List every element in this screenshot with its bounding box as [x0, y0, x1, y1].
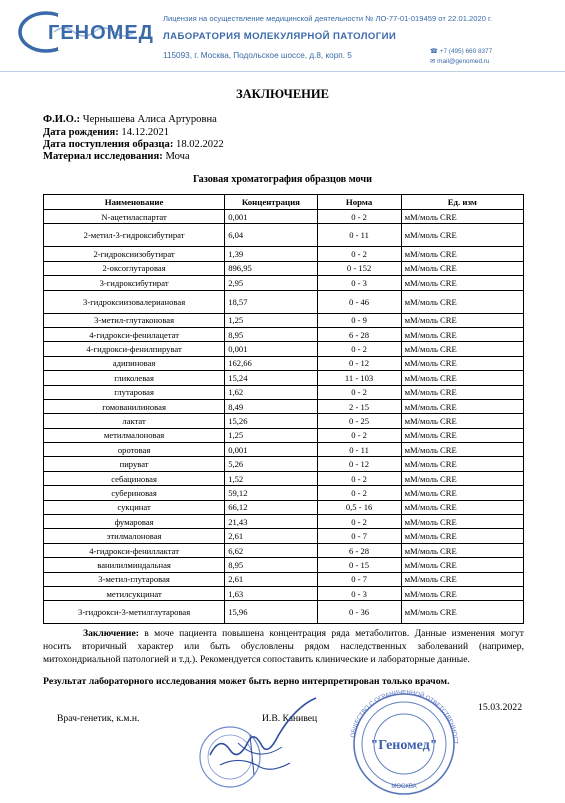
cell-unit: мМ/моль CRE [401, 471, 523, 485]
sample-material [43, 151, 190, 162]
table-row [44, 290, 524, 313]
cell-concentration: 1,25 [225, 428, 317, 442]
license-text: Лицензия на осуществление медицинской деятельности № ЛО-77-01-019459 от 22.01.2020 г. [163, 14, 492, 23]
cell-unit: мМ/моль CRE [401, 414, 523, 428]
conclusion-label: Заключение: [83, 628, 139, 639]
cell-concentration: 8,49 [225, 399, 317, 413]
cell-metabolite: оротовая [44, 443, 225, 457]
col-header-unit: Ед. изм [401, 195, 523, 210]
cell-unit: мМ/моль CRE [401, 385, 523, 399]
cell-unit: мМ/моль CRE [401, 261, 523, 275]
table-row [44, 443, 524, 457]
cell-norm: 0 - 7 [317, 572, 401, 586]
cell-norm: 0 - 36 [317, 601, 401, 624]
cell-norm: 0 - 2 [317, 486, 401, 500]
cell-unit: мМ/моль CRE [401, 210, 523, 224]
cell-concentration: 0,001 [225, 342, 317, 356]
lab-name: ЛАБОРАТОРИЯ МОЛЕКУЛЯРНОЙ ПАТОЛОГИИ [163, 31, 397, 42]
table-row [44, 356, 524, 370]
cell-norm: 6 - 28 [317, 543, 401, 557]
cell-metabolite: себациновая [44, 471, 225, 485]
col-header-concentration: Концентрация [225, 195, 317, 210]
table-row [44, 261, 524, 275]
cell-metabolite: метилсукцинат [44, 586, 225, 600]
phone-number: +7 (495) 660 8377 [439, 48, 493, 55]
cell-unit: мМ/моль CRE [401, 356, 523, 370]
cell-metabolite: субериновая [44, 486, 225, 500]
cell-norm: 0 - 11 [317, 224, 401, 247]
cell-concentration: 162,66 [225, 356, 317, 370]
document-title: ЗАКЛЮЧЕНИЕ [236, 87, 329, 101]
cell-unit: мМ/моль CRE [401, 457, 523, 471]
report-date: 15.03.2022 [478, 702, 523, 713]
table-title: Газовая хроматография образцов мочи [193, 174, 372, 185]
stamp-ring-text: ОБЩЕСТВО С ОГРАНИЧЕННОЙ ОТВЕТСТВЕННОСТ [350, 690, 459, 745]
conclusion-text: в моче пациента повышена концентрация ряда метаболитов. Данные изменения могут носить вторичный характер или быть обусловлены рядом наследственных заболеваний (например, митохондриальной патологией и т.д.). Рекомендуется сопоставить клинические и лабораторные данные. [43, 628, 524, 665]
cell-unit: мМ/моль CRE [401, 601, 523, 624]
cell-concentration: 8,95 [225, 327, 317, 341]
cell-norm: 0 - 12 [317, 457, 401, 471]
cell-metabolite: 2-оксоглутаровая [44, 261, 225, 275]
cell-unit: мМ/моль CRE [401, 515, 523, 529]
patient-dob [43, 127, 169, 138]
cell-metabolite: 4-гидрокси-фенилпируват [44, 342, 225, 356]
table-row [44, 399, 524, 413]
table-row [44, 313, 524, 327]
cell-metabolite: адипиновая [44, 356, 225, 370]
patient-name [43, 114, 217, 125]
cell-norm: 0 - 2 [317, 247, 401, 261]
cell-concentration: 8,95 [225, 558, 317, 572]
genomed-logo [14, 8, 154, 56]
cell-metabolite: 3-метил-глутаконовая [44, 313, 225, 327]
table-row [44, 586, 524, 600]
patient-dob-label: Дата рождения: [43, 127, 119, 138]
cell-norm: 0 - 7 [317, 529, 401, 543]
cell-unit: мМ/моль CRE [401, 543, 523, 557]
logo-wordmark: ГЕНОМЕД [48, 22, 154, 44]
cell-norm: 0 - 2 [317, 342, 401, 356]
cell-concentration: 6,62 [225, 543, 317, 557]
cell-unit: мМ/моль CRE [401, 290, 523, 313]
cell-unit: мМ/моль CRE [401, 428, 523, 442]
cell-norm: 0,5 - 16 [317, 500, 401, 514]
cell-concentration: 0,001 [225, 443, 317, 457]
phone [430, 47, 492, 55]
table-row [44, 428, 524, 442]
cell-unit: мМ/моль CRE [401, 443, 523, 457]
cell-norm: 0 - 46 [317, 290, 401, 313]
table-row [44, 515, 524, 529]
disclaimer: Результат лабораторного исследования может быть верно интерпретирован только врачом. [43, 676, 450, 687]
cell-metabolite: пируват [44, 457, 225, 471]
svg-text:ОБЩЕСТВО С ОГРАНИЧЕННОЙ ОТВЕТС [340, 690, 458, 745]
cell-unit: мМ/моль CRE [401, 500, 523, 514]
cell-concentration: 1,52 [225, 471, 317, 485]
phone-icon: ☎ [430, 48, 438, 55]
cell-concentration: 2,61 [225, 572, 317, 586]
cell-metabolite: 3-гидроксиизовалериановая [44, 290, 225, 313]
cell-metabolite: метилмалоновая [44, 428, 225, 442]
header-divider [0, 71, 565, 72]
results-table [43, 194, 524, 624]
cell-unit: мМ/моль CRE [401, 558, 523, 572]
table-row [44, 543, 524, 557]
cell-norm: 0 - 3 [317, 276, 401, 290]
cell-norm: 0 - 12 [317, 356, 401, 370]
sample-material-value: Моча [165, 151, 190, 162]
cell-norm: 0 - 9 [317, 313, 401, 327]
doctor-name: И.В. Канивец [262, 713, 318, 724]
cell-metabolite: глутаровая [44, 385, 225, 399]
table-row [44, 414, 524, 428]
cell-unit: мМ/моль CRE [401, 276, 523, 290]
cell-concentration: 15,24 [225, 371, 317, 385]
table-row [44, 342, 524, 356]
cell-unit: мМ/моль CRE [401, 313, 523, 327]
conclusion [43, 627, 524, 666]
cell-concentration: 2,61 [225, 529, 317, 543]
cell-concentration: 5,26 [225, 457, 317, 471]
cell-concentration: 15,96 [225, 601, 317, 624]
cell-concentration: 1,39 [225, 247, 317, 261]
lab-address: 115093, г. Москва, Подольское шоссе, д.8, корп. 5 [163, 51, 352, 60]
cell-metabolite: N-ацетиласпартат [44, 210, 225, 224]
table-row [44, 224, 524, 247]
cell-unit: мМ/моль CRE [401, 399, 523, 413]
cell-norm: 6 - 28 [317, 327, 401, 341]
cell-metabolite: 3-гидрокси-3-метилглутаровая [44, 601, 225, 624]
table-row [44, 572, 524, 586]
cell-norm: 0 - 2 [317, 210, 401, 224]
sample-received-label: Дата поступления образца: [43, 139, 174, 150]
cell-concentration: 6,04 [225, 224, 317, 247]
cell-concentration: 1,63 [225, 586, 317, 600]
cell-metabolite: 2-метил-3-гидроксибутират [44, 224, 225, 247]
cell-metabolite: фумаровая [44, 515, 225, 529]
cell-metabolite: 3-метил-глутаровая [44, 572, 225, 586]
cell-concentration: 2,95 [225, 276, 317, 290]
cell-metabolite: 4-гидрокси-фенилацетат [44, 327, 225, 341]
cell-norm: 0 - 11 [317, 443, 401, 457]
table-row [44, 601, 524, 624]
cell-norm: 0 - 3 [317, 586, 401, 600]
cell-metabolite: гликолевая [44, 371, 225, 385]
cell-unit: мМ/моль CRE [401, 486, 523, 500]
cell-metabolite: этилмалоновая [44, 529, 225, 543]
cell-concentration: 896,95 [225, 261, 317, 275]
stamp-center-text: "Геномед" [370, 738, 438, 753]
cell-concentration: 21,43 [225, 515, 317, 529]
table-header-row [44, 195, 524, 210]
cell-unit: мМ/моль CRE [401, 224, 523, 247]
cell-norm: 2 - 15 [317, 399, 401, 413]
table-row [44, 558, 524, 572]
table-row [44, 529, 524, 543]
cell-metabolite: сукцинат [44, 500, 225, 514]
cell-concentration: 1,25 [225, 313, 317, 327]
cell-norm: 0 - 2 [317, 515, 401, 529]
table-row [44, 385, 524, 399]
table-row [44, 471, 524, 485]
cell-unit: мМ/моль CRE [401, 586, 523, 600]
cell-concentration: 18,57 [225, 290, 317, 313]
company-stamp [340, 690, 468, 798]
cell-concentration: 15,26 [225, 414, 317, 428]
cell-norm: 0 - 2 [317, 428, 401, 442]
email [430, 57, 489, 65]
cell-unit: мМ/моль CRE [401, 247, 523, 261]
cell-norm: 0 - 2 [317, 471, 401, 485]
patient-name-value: Чернышева Алиса Артуровна [82, 114, 217, 125]
cell-metabolite: лактат [44, 414, 225, 428]
sample-material-label: Материал исследования: [43, 151, 163, 162]
table-row [44, 247, 524, 261]
col-header-name: Наименование [44, 195, 225, 210]
signature [190, 695, 330, 795]
cell-unit: мМ/моль CRE [401, 572, 523, 586]
stamp-city: МОСКВА [391, 784, 417, 790]
patient-name-label: Ф.И.О.: [43, 114, 81, 125]
cell-metabolite: 3-гидроксибутират [44, 276, 225, 290]
cell-concentration: 59,12 [225, 486, 317, 500]
col-header-norm: Норма [317, 195, 401, 210]
table-row [44, 276, 524, 290]
cell-norm: 0 - 15 [317, 558, 401, 572]
table-row [44, 486, 524, 500]
table-row [44, 457, 524, 471]
mail-icon: ✉ [430, 58, 436, 65]
cell-norm: 0 - 152 [317, 261, 401, 275]
cell-norm: 0 - 25 [317, 414, 401, 428]
doctor-role: Врач-генетик, к.м.н. [57, 713, 140, 724]
cell-metabolite: 4-гидрокси-фениллактат [44, 543, 225, 557]
cell-norm: 0 - 2 [317, 385, 401, 399]
sample-received-value: 18.02.2022 [176, 139, 224, 150]
cell-metabolite: 2-гидроксиизобутират [44, 247, 225, 261]
cell-unit: мМ/моль CRE [401, 327, 523, 341]
cell-concentration: 0,001 [225, 210, 317, 224]
patient-dob-value: 14.12.2021 [121, 127, 170, 138]
cell-metabolite: гомованилиновая [44, 399, 225, 413]
cell-concentration: 1,62 [225, 385, 317, 399]
sample-received [43, 139, 224, 150]
cell-metabolite: ванилилминдальная [44, 558, 225, 572]
cell-norm: 11 - 103 [317, 371, 401, 385]
table-row [44, 210, 524, 224]
email-address: mail@genomed.ru [437, 58, 490, 65]
cell-unit: мМ/моль CRE [401, 342, 523, 356]
cell-concentration: 66,12 [225, 500, 317, 514]
cell-unit: мМ/моль CRE [401, 529, 523, 543]
table-row [44, 500, 524, 514]
table-row [44, 371, 524, 385]
cell-unit: мМ/моль CRE [401, 371, 523, 385]
table-row [44, 327, 524, 341]
